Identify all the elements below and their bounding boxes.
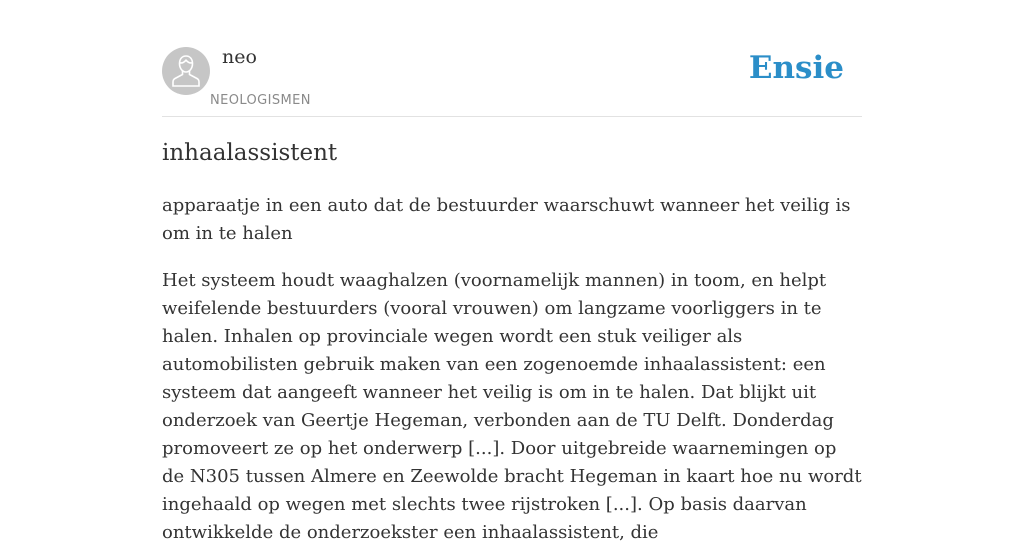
collection-label[interactable]: NEOLOGISMEN bbox=[210, 93, 311, 108]
user-silhouette-icon bbox=[171, 54, 201, 88]
entry-title: inhaalassistent bbox=[162, 140, 338, 166]
brand-logo[interactable]: Ensie bbox=[748, 50, 844, 86]
entry-definition: apparaatje in een auto dat de bestuurder waarschuwt wanneer het veilig is om in te halen bbox=[162, 195, 851, 244]
entry-header bbox=[162, 0, 862, 117]
entry-example: Het systeem houdt waaghalzen (voornamelijk mannen) in toom, en helpt weifelende bestuurders (vooral vrouwen) om langzame voorliggers in te halen. Inhalen op provinciale wegen wordt een stuk veiliger als automobilisten gebruik maken van een zogenoemde inhaalassistent: een systeem dat aangeeft wanneer het veilig is om in te halen. Dat blijkt uit onderzoek van Geertje Hegeman, verbonden aan de TU Delft. Donderdag promoveert ze op het onderwerp [...]. Door uitgebreide waarnemingen op de N305 tussen Almere en Zeewolde bracht Hegeman in kaart hoe nu wordt ingehaald op wegen met slechts twee rijstroken [...]. Op basis daarvan ontwikkelde de onderzoekster een inhaalassistent, die bbox=[162, 270, 862, 543]
page-container bbox=[162, 0, 862, 543]
avatar[interactable] bbox=[162, 47, 210, 95]
author-name[interactable]: neo bbox=[222, 46, 257, 68]
